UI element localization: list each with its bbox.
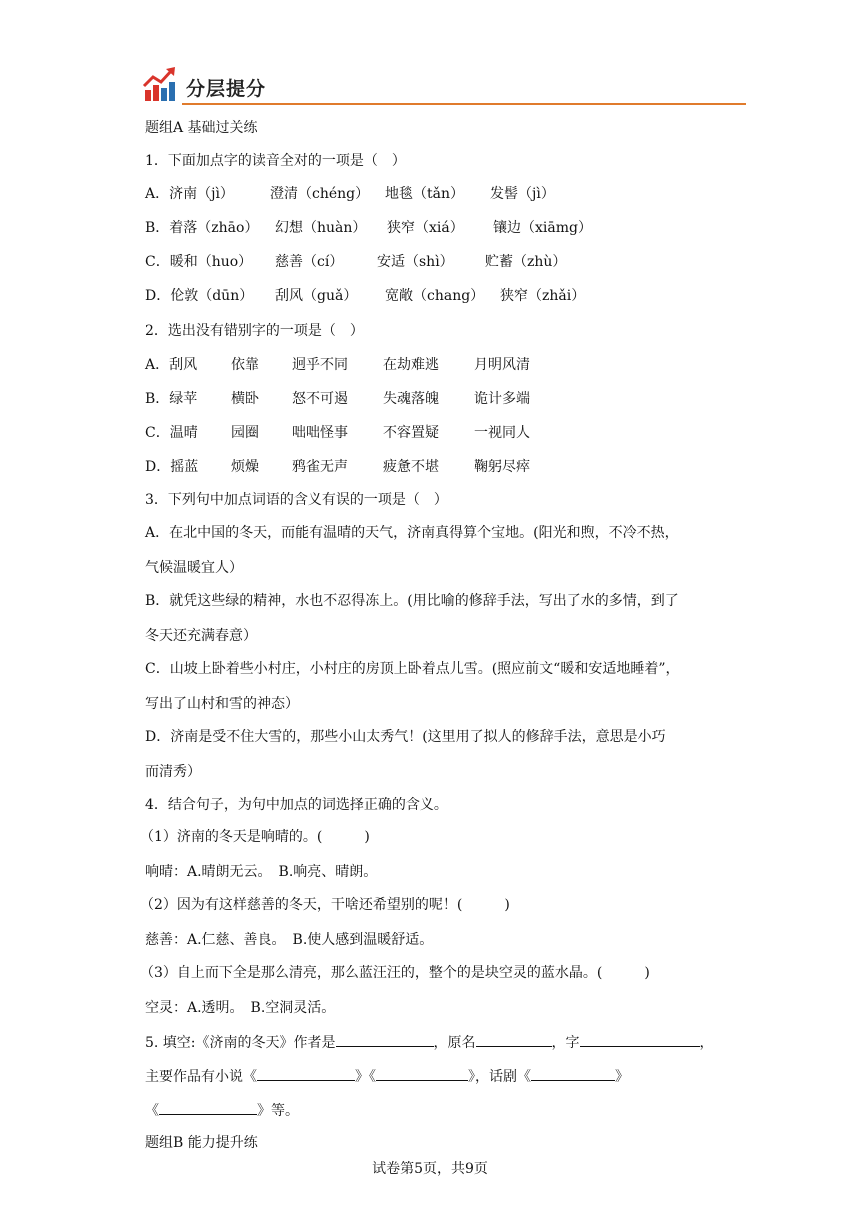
q1-c-3: 安适（shì） — [377, 254, 454, 270]
q4-sub3: （3）自上而下全是那么清亮，那么蓝汪汪的，整个的是块空灵的蓝水晶。( ) — [140, 965, 650, 981]
q2-c-3: 咄咄怪事 — [292, 425, 348, 441]
q2-d-3: 鸦雀无声 — [292, 459, 348, 475]
q4-stem: 4．结合句子，为句中加点的词选择正确的含义。 — [145, 797, 448, 813]
q3-stem: 3．下列句中加点词语的含义有误的一项是（ ） — [145, 492, 448, 508]
q2-c-5: 一视同人 — [474, 425, 530, 441]
q3-option-d-line2: 而清秀） — [145, 764, 201, 780]
q1-c-2: 慈善（cí） — [275, 254, 344, 270]
original-name-blank[interactable] — [476, 1031, 552, 1047]
q5-text-10: 》等。 — [257, 1103, 299, 1119]
section-header — [142, 66, 746, 106]
q2-b-5: 诡计多端 — [474, 391, 530, 407]
q5-text-4: ， — [699, 1035, 714, 1051]
q5-text-6: 》《 — [355, 1069, 376, 1085]
novel-blank-1[interactable] — [257, 1065, 355, 1081]
q2-d-2: 烦燥 — [231, 459, 259, 475]
q1-stem: 1．下面加点字的读音全对的一项是（ ） — [145, 153, 406, 169]
header-rule — [182, 103, 746, 105]
q1-a-3: 地毯（tǎn） — [385, 186, 464, 202]
q1-b-2: 幻想（huàn） — [275, 220, 367, 236]
q5-text-1: 5. 填空:《济南的冬天》作者是 — [145, 1035, 336, 1051]
q1-d-1: D．伦敦（dūn） — [145, 288, 254, 304]
q4-sub2: （2）因为有这样慈善的冬天，干啥还希望别的呢！( ) — [140, 897, 510, 913]
q2-c-4: 不容置疑 — [383, 425, 439, 441]
q2-a-4: 在劫难逃 — [383, 357, 439, 373]
group-a-title: 题组A 基础过关练 — [145, 120, 258, 136]
q5-line1 — [145, 1031, 714, 1053]
q4-sub2-options: 慈善：A.仁慈、善良。 B.使人感到温暖舒适。 — [145, 932, 434, 948]
q2-a-2: 依靠 — [231, 357, 259, 373]
q5-text-5: 主要作品有小说《 — [145, 1069, 257, 1085]
q2-d-1: D．摇蓝 — [145, 459, 199, 475]
q3-option-c-line1: C．山坡上卧着些小村庄，小村庄的房顶上卧着点儿雪。(照应前文“暖和安适地睡着”， — [145, 661, 680, 677]
q5-text-7: 》，话剧《 — [468, 1069, 531, 1085]
q2-b-3: 怒不可遏 — [292, 391, 348, 407]
q4-sub3-options: 空灵：A.透明。 B.空洞灵活。 — [145, 1000, 336, 1016]
q1-b-4: 镶边（xiāmg） — [493, 220, 592, 236]
q1-d-3: 宽敞（chang） — [385, 288, 485, 304]
q2-b-2: 横卧 — [231, 391, 259, 407]
q3-option-d-line1: D．济南是受不住大雪的，那些小山太秀气！(这里用了拟人的修辞手法，意思是小巧 — [145, 729, 666, 745]
q1-a-4: 发髻（jì） — [490, 186, 555, 202]
author-blank[interactable] — [336, 1031, 434, 1047]
q2-b-4: 失魂落魄 — [383, 391, 439, 407]
q1-c-4: 贮蓄（zhù） — [485, 254, 567, 270]
drama-blank-2[interactable] — [159, 1099, 257, 1115]
q1-b-1: B．着落（zhāo） — [145, 220, 259, 236]
q3-option-a-line2: 气候温暖宜人） — [145, 560, 243, 576]
q5-line2 — [145, 1065, 629, 1087]
q2-d-5: 鞠躬尽瘁 — [474, 459, 530, 475]
q3-option-c-line2: 写出了山村和雪的神态） — [145, 696, 299, 712]
q5-text-8: 》 — [615, 1069, 629, 1085]
q2-a-3: 迥乎不同 — [292, 357, 348, 373]
q4-sub1-options: 响晴：A.晴朗无云。 B.响亮、晴朗。 — [145, 864, 378, 880]
q1-a-2: 澄清（chéng） — [270, 186, 370, 202]
q2-a-5: 月明风清 — [474, 357, 530, 373]
q2-a-1: A．刮风 — [145, 357, 198, 373]
q3-option-b-line1: B．就凭这些绿的精神，水也不忍得冻上。(用比喻的修辞手法，写出了水的多情，到了 — [145, 593, 679, 609]
q3-option-b-line2: 冬天还充满春意） — [145, 628, 257, 644]
header-title: 分层提分 — [186, 78, 267, 100]
q1-c-1: C．暖和（huo） — [145, 254, 253, 270]
q5-text-9: 《 — [145, 1103, 159, 1119]
q3-option-a-line1: A．在北中国的冬天，而能有温晴的天气，济南真得算个宝地。(阳光和煦，不冷不热， — [145, 525, 679, 541]
page-footer: 试卷第5页，共9页 — [372, 1161, 488, 1177]
q1-b-3: 狭窄（xiá） — [387, 220, 464, 236]
q2-c-2: 园圈 — [231, 425, 259, 441]
novel-blank-2[interactable] — [376, 1065, 468, 1081]
drama-blank[interactable] — [531, 1065, 615, 1081]
q5-line3 — [145, 1099, 299, 1121]
q4-sub1: （1）济南的冬天是响晴的。( ) — [140, 829, 370, 845]
q2-c-1: C．温晴 — [145, 425, 198, 441]
q2-b-1: B．绿苹 — [145, 391, 198, 407]
q1-a-1: A．济南（jì） — [145, 186, 234, 202]
q5-text-2: ，原名 — [433, 1035, 476, 1051]
chart-growth-icon — [142, 66, 178, 102]
q2-stem: 2．选出没有错别字的一项是（ ） — [145, 323, 364, 339]
group-b-title: 题组B 能力提升练 — [145, 1135, 258, 1151]
q5-text-3: ，字 — [551, 1035, 580, 1051]
courtesy-name-blank[interactable] — [580, 1031, 700, 1047]
q2-d-4: 疲惫不堪 — [383, 459, 439, 475]
q1-d-2: 刮风（guǎ） — [275, 288, 358, 304]
q1-d-4: 狭窄（zhǎi） — [500, 288, 586, 304]
